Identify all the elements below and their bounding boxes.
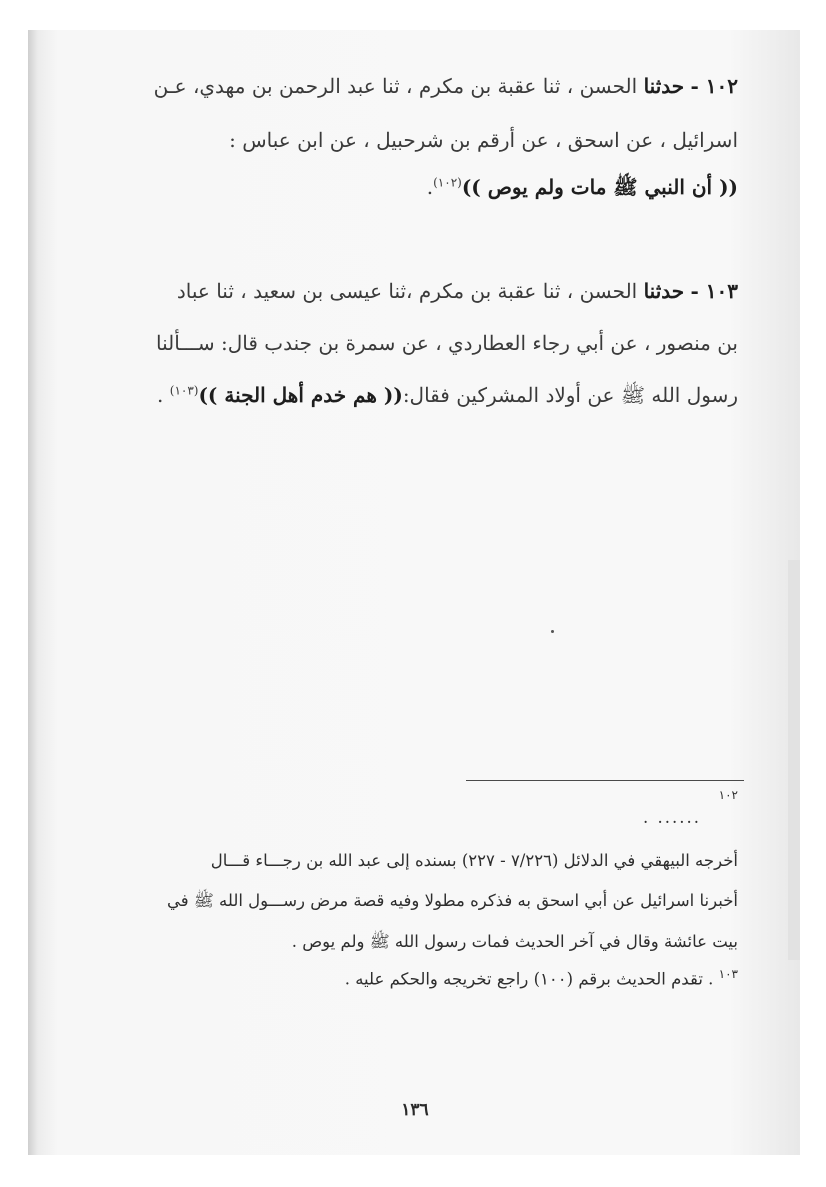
hadith-103-line-1-text: الحسن ، ثنا عقبة بن مكرم ،ثنا عيسى بن سعيد ، ثنا عباد — [176, 279, 638, 303]
hadith-103-number: ١٠٣ - — [690, 279, 738, 303]
hadith-102-keyword: حدثنا — [643, 74, 685, 98]
hadith-102-line-2-text: اسرائيل ، عن اسحق ، عن أرقم بن شرحبيل ، عن ابن عباس : — [229, 128, 738, 152]
hadith-103-keyword: حدثنا — [643, 279, 685, 303]
hadith-103-quote: (( هم خدم أهل الجنة )) — [198, 383, 403, 407]
footnote-102-line-3 — [292, 932, 738, 956]
footnote-ref-102: (١٠٢) — [433, 175, 462, 190]
footnote-102-line-2 — [167, 891, 738, 915]
hadith-103-line-3-text: رسول الله ﷺ عن أولاد المشركين فقال: — [402, 383, 738, 407]
stray-mark — [551, 630, 554, 633]
hadith-103-end: . — [157, 383, 164, 407]
hadith-102-number: ١٠٢ - — [690, 74, 738, 98]
footnote-ref-103: (١٠٣) — [169, 383, 199, 398]
footnote-103 — [345, 967, 738, 989]
page-number: ١٣٦ — [401, 1100, 429, 1120]
hadith-103-line-3 — [157, 383, 738, 412]
footnote-separator — [466, 780, 744, 781]
footnote-102-header — [719, 788, 738, 810]
footnote-102-line-1 — [211, 851, 738, 870]
hadith-102-end: . — [426, 175, 434, 199]
hadith-102-line-3 — [427, 175, 738, 204]
footnote-103-text: . تقدم الحديث برقم (١٠٠) راجع تخريجه والحكم عليه . — [344, 969, 714, 989]
hadith-102-line-1 — [154, 74, 738, 98]
hadith-103-line-2-text: بن منصور ، عن أبي رجاء العطاردي ، عن سمرة بن جندب قال: ســـألنا — [155, 331, 738, 355]
hadith-102-line-2 — [229, 128, 738, 152]
footnote-102-text-2: أخبرنا اسرائيل عن أبي اسحق به فذكره مطولا وفيه قصة مرض رســـول الله ﷺ في — [166, 891, 738, 910]
footnote-102-dots — [643, 808, 701, 827]
hadith-103-line-2 — [156, 331, 738, 355]
hadith-102-line-1-text: الحسن ، ثنا عقبة بن مكرم ، ثنا عبد الرحمن بن مهدي، عـن — [153, 74, 638, 98]
footnote-102-number: ١٠٢ — [718, 788, 738, 802]
footnote-102-text-1: أخرجه البيهقي في الدلائل (٧/٢٢٦ - ٢٢٧) بسنده إلى عبد الله بن رجـــاء قـــال — [210, 851, 738, 870]
hadith-102-quote: (( أن النبي ﷺ مات ولم يوص )) — [461, 175, 738, 199]
footnote-102-ellipsis: ...... . — [643, 808, 701, 827]
footnote-102-text-3: بيت عائشة وقال في آخر الحديث فمات رسول الله ﷺ ولم يوص . — [291, 932, 738, 951]
footnote-103-number: ١٠٣ — [718, 967, 738, 981]
hadith-103-line-1 — [177, 279, 738, 303]
